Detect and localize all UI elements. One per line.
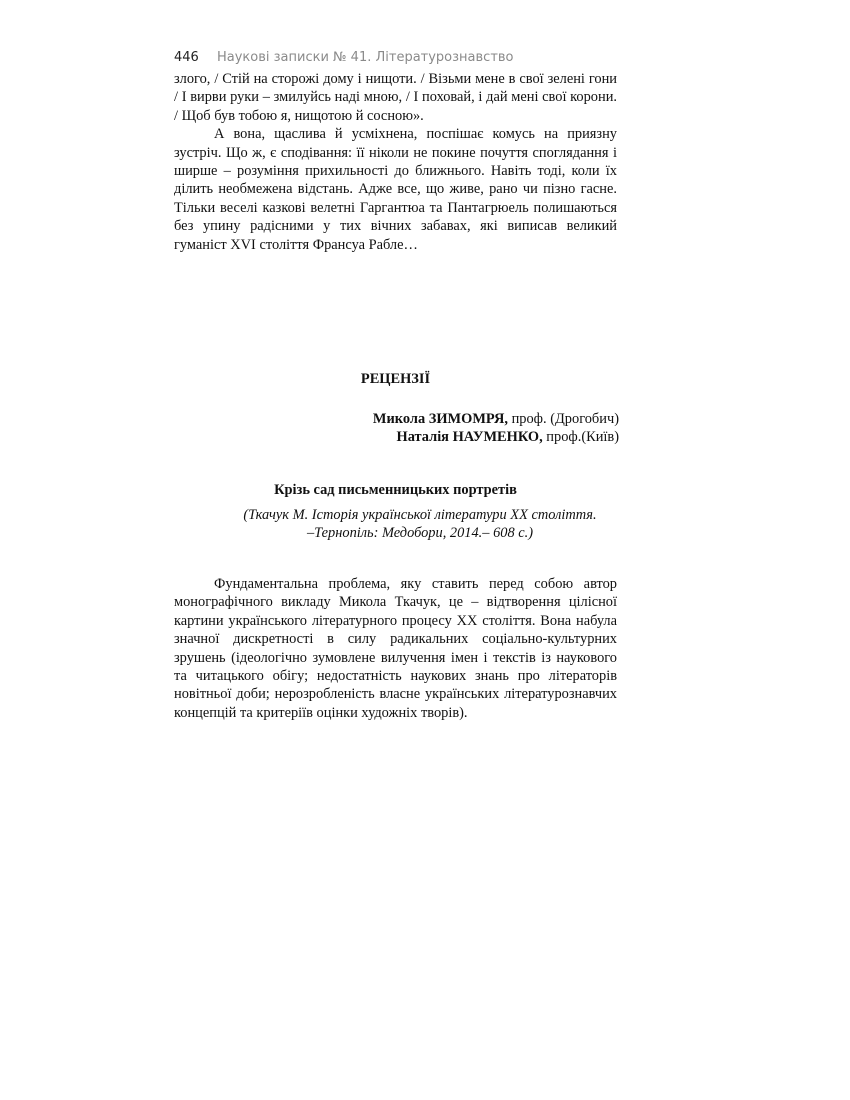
closing-paragraph: А вона, щаслива й усміхнена, поспішає комусь на приязну зустріч. Що ж, є сподівання: її ніколи не покине почуття споглядання і ширше – розуміння прихильності до ближнього. Навіть тоді, коли їх ділить необмежена відстань. Адже все, що живе, рано чи пізно гасне. Тільки веселі казкові велетні Гаргантюа та Пантагрюель полишаються без упину радісними у тих вічних забавах, які виписав великий гуманіст XVI століття Франсуа Рабле… [174,126,617,253]
author-name: Наталія НАУМЕНКО, [396,429,543,445]
review-paragraph: Фундаментальна проблема, яку ставить перед собою автор монографічного викладу Микола Ткачук, це – відтворення цілісної картини українського літературного процесу ХХ століття. Вона набула значної дискретності в силу радикальних соціально-культурних зрушень (ідеологічно зумовлене вилучення імен і текстів із наукового та читацького обігу; недостатність наукових знань про літераторів новітньої доби; нерозробленість власне українських літературознавчих концепцій та критеріїв оцінки художніх творів). [174,576,617,721]
review-body [174,575,617,722]
author-line [174,410,619,428]
continuation-text [174,70,617,254]
poem-continuation-paragraph: злого, / Стій на сторожі дому і нищоти. / Візьми мене в свої зелені гони / І вирви руки – змилуйсь наді мною, / І поховай, і дай мені свої корони. / Щоб був тобою я, нищотою й сосною». [174,71,617,124]
book-citation [190,506,650,542]
author-line [174,428,619,446]
review-authors [174,410,619,446]
author-affiliation: проф. (Дрогобич) [507,411,619,427]
author-name: Микола ЗИМОМРЯ, [372,411,508,427]
journal-title: Наукові записки № 41. Літературознавство [216,50,514,65]
page-number: 446 [174,50,199,65]
citation-line: (Ткачук М. Історія української літератури ХХ століття. [243,507,597,523]
review-title: Крізь сад письменницьких портретів [274,482,517,498]
running-header [174,49,624,67]
author-affiliation: проф.(Київ) [542,429,619,445]
citation-line: –Тернопіль: Медобори, 2014.– 608 с.) [306,525,534,541]
section-heading: РЕЦЕНЗІЇ [360,371,431,387]
